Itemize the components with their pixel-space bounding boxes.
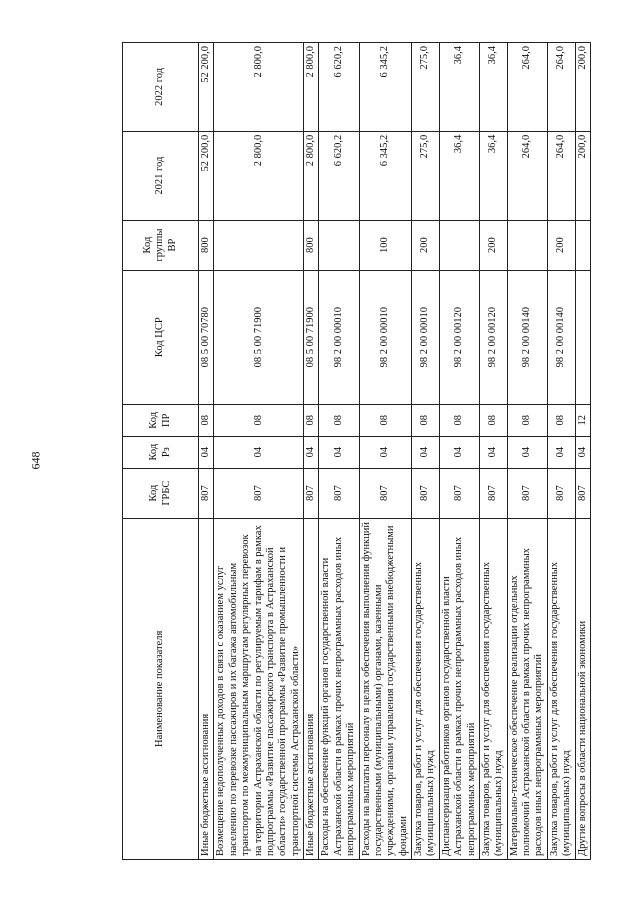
- cell-grbs: 807: [359, 468, 412, 518]
- rotated-table-wrapper: [122, 42, 588, 860]
- cell-grbs: 807: [214, 468, 304, 518]
- cell-name: Закупка товаров, работ и услуг для обеспечения государственных (муниципальных) нужд: [479, 518, 507, 859]
- cell-rz: 04: [479, 436, 507, 468]
- cell-csr: 98 2 00 00140: [507, 270, 547, 404]
- cell-csr: [575, 270, 590, 404]
- table-row: [439, 43, 479, 860]
- cell-vr: 200: [547, 220, 575, 270]
- cell-2022: 36,4: [479, 43, 507, 132]
- header-csr: Код ЦСР: [123, 270, 199, 404]
- cell-vr: [439, 220, 479, 270]
- cell-pr: 08: [507, 404, 547, 436]
- cell-grbs: 807: [547, 468, 575, 518]
- budget-table: [122, 42, 591, 860]
- cell-name: Иные бюджетные ассигнования: [199, 518, 214, 859]
- cell-2022: 275,0: [412, 43, 440, 132]
- cell-vr: [319, 220, 359, 270]
- cell-grbs: 807: [412, 468, 440, 518]
- cell-pr: 08: [304, 404, 319, 436]
- cell-name: Материально-техническое обеспечение реализации отдельных полномочий Астраханской области в рамках прочих непрограммных расходов иных непрограммных мероприятий: [507, 518, 547, 859]
- cell-2021: 36,4: [479, 131, 507, 220]
- header-2021: 2021 год: [123, 131, 199, 220]
- cell-2021: 264,0: [547, 131, 575, 220]
- cell-2022: 6 620,2: [319, 43, 359, 132]
- cell-name: Расходы на обеспечение функций органов государственной власти Астраханской области в рамках прочих непрограммных расходов иных непрограммных мероприятий: [319, 518, 359, 859]
- cell-rz: 04: [319, 436, 359, 468]
- cell-rz: 04: [412, 436, 440, 468]
- cell-pr: 08: [359, 404, 412, 436]
- cell-grbs: 807: [439, 468, 479, 518]
- cell-2022: 2 800,0: [214, 43, 304, 132]
- cell-2021: 200,0: [575, 131, 590, 220]
- header-rz: Код Рз: [123, 436, 199, 468]
- cell-pr: 08: [319, 404, 359, 436]
- cell-2022: 264,0: [507, 43, 547, 132]
- table-body: [199, 43, 591, 860]
- cell-name: Иные бюджетные ассигнования: [304, 518, 319, 859]
- cell-csr: 98 2 00 00010: [359, 270, 412, 404]
- cell-rz: 04: [507, 436, 547, 468]
- table-row: [547, 43, 575, 860]
- cell-name: Возмещение недополученных доходов в связи с оказанием услуг населению по перевозке пассажиров и их багажа автомобильным транспортом по межмуниципальным маршрутам регулярных перевозок на территории Астраханской области по регулируемым тарифам в рамках подпрограммы «Развитие пассажирского транспорта в Астраханской области» государственной программы «Развитие промышленности и транспортной системы Астраханской области»: [214, 518, 304, 859]
- cell-pr: 12: [575, 404, 590, 436]
- header-vr: Код группы ВР: [123, 220, 199, 270]
- header-2022: 2022 год: [123, 43, 199, 132]
- page-number: 648: [28, 451, 43, 470]
- cell-rz: 04: [359, 436, 412, 468]
- header-grbs: Код ГРБС: [123, 468, 199, 518]
- cell-vr: 200: [412, 220, 440, 270]
- cell-rz: 04: [439, 436, 479, 468]
- header-name: Наименование показателя: [123, 518, 199, 859]
- cell-csr: 98 2 00 00120: [439, 270, 479, 404]
- cell-grbs: 807: [319, 468, 359, 518]
- cell-name: Закупка товаров, работ и услуг для обеспечения государственных (муниципальных) нужд: [412, 518, 440, 859]
- cell-rz: 04: [199, 436, 214, 468]
- cell-rz: 04: [547, 436, 575, 468]
- table-row: [214, 43, 304, 860]
- cell-csr: 98 2 00 00140: [547, 270, 575, 404]
- cell-2022: 6 345,2: [359, 43, 412, 132]
- header-pr: Код ПР: [123, 404, 199, 436]
- table-row: [199, 43, 214, 860]
- cell-rz: 04: [214, 436, 304, 468]
- cell-csr: 98 2 00 00010: [412, 270, 440, 404]
- cell-pr: 08: [199, 404, 214, 436]
- cell-csr: 08 5 00 70780: [199, 270, 214, 404]
- cell-2021: 36,4: [439, 131, 479, 220]
- cell-vr: [214, 220, 304, 270]
- cell-vr: 800: [304, 220, 319, 270]
- table-row: [359, 43, 412, 860]
- cell-grbs: 807: [199, 468, 214, 518]
- cell-name: Расходы на выплаты персоналу в целях обеспечения выполнения функций государственными (муниципальными) органами, казенными учреждениями, органами управления государственными внебюджетными фондами: [359, 518, 412, 859]
- cell-2022: 200,0: [575, 43, 590, 132]
- cell-2022: 36,4: [439, 43, 479, 132]
- cell-2022: 2 800,0: [304, 43, 319, 132]
- table-row: [412, 43, 440, 860]
- cell-pr: 08: [547, 404, 575, 436]
- cell-2021: 52 200,0: [199, 131, 214, 220]
- cell-csr: 98 2 00 00010: [319, 270, 359, 404]
- cell-rz: 04: [304, 436, 319, 468]
- cell-name: Другие вопросы в области национальной экономики: [575, 518, 590, 859]
- cell-2021: 264,0: [507, 131, 547, 220]
- cell-rz: 04: [575, 436, 590, 468]
- cell-2021: 275,0: [412, 131, 440, 220]
- cell-2021: 6 345,2: [359, 131, 412, 220]
- cell-2022: 264,0: [547, 43, 575, 132]
- cell-vr: 200: [479, 220, 507, 270]
- cell-vr: [507, 220, 547, 270]
- cell-grbs: 807: [479, 468, 507, 518]
- cell-grbs: 807: [304, 468, 319, 518]
- cell-vr: 100: [359, 220, 412, 270]
- cell-pr: 08: [412, 404, 440, 436]
- table-row: [304, 43, 319, 860]
- cell-pr: 08: [214, 404, 304, 436]
- cell-vr: [575, 220, 590, 270]
- cell-name: Закупка товаров, работ и услуг для обеспечения государственных (муниципальных) нужд: [547, 518, 575, 859]
- cell-2021: 6 620,2: [319, 131, 359, 220]
- cell-vr: 800: [199, 220, 214, 270]
- cell-csr: 08 5 00 71900: [304, 270, 319, 404]
- cell-grbs: 807: [575, 468, 590, 518]
- cell-pr: 08: [479, 404, 507, 436]
- cell-name: Диспансеризация работников органов государственной власти Астраханской области в рамках прочих непрограммных расходов иных непрограммных мероприятий: [439, 518, 479, 859]
- cell-2021: 2 800,0: [304, 131, 319, 220]
- cell-pr: 08: [439, 404, 479, 436]
- cell-2021: 2 800,0: [214, 131, 304, 220]
- cell-csr: 98 2 00 00120: [479, 270, 507, 404]
- table-row: [575, 43, 590, 860]
- cell-2022: 52 200,0: [199, 43, 214, 132]
- table-row: [319, 43, 359, 860]
- table-row: [479, 43, 507, 860]
- cell-grbs: 807: [507, 468, 547, 518]
- table-row: [507, 43, 547, 860]
- cell-csr: 08 5 00 71900: [214, 270, 304, 404]
- header-row: [123, 43, 199, 860]
